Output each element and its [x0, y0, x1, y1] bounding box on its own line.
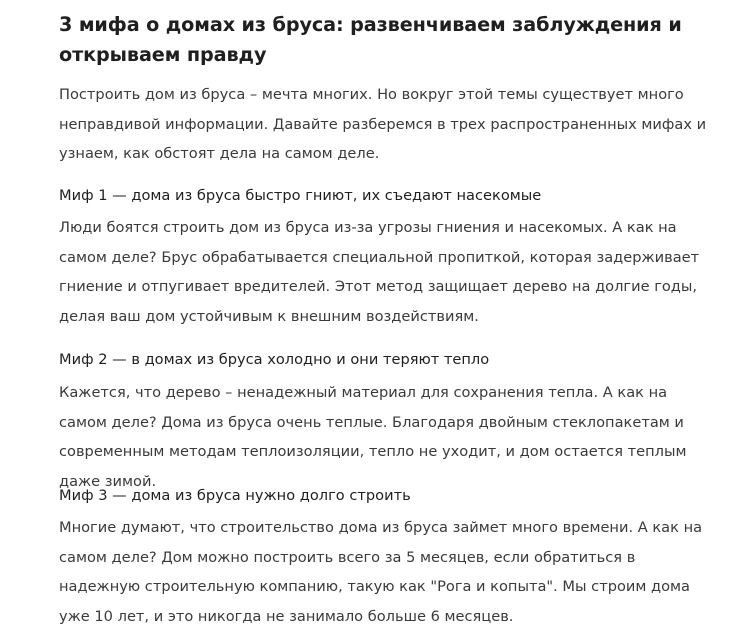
myth-3-text: Многие думают, что строительство дома из бруса займет много времени. А как на самом деле? Дом можно построить всего за 5 месяцев, если обратиться в надежную строительную компанию, такую как "Рога и копыта". Мы строим дома уже 10 лет, и это никогда не занимало больше 6 месяцев. — [59, 519, 703, 625]
myth-3-heading: Миф 3 — дома из бруса нужно долго строить — [59, 487, 411, 504]
myth-1-heading: Миф 1 — дома из бруса быстро гниют, их съедают насекомые — [59, 187, 542, 204]
intro-paragraph: Построить дом из бруса – мечта многих. Но вокруг этой темы существует много неправдивой информации. Давайте разберемся в трех распространенных мифах и узнаем, как обстоят дела на самом деле. — [59, 86, 707, 162]
myth-2-heading: Миф 2 — в домах из бруса холодно и они теряют тепло — [59, 351, 490, 368]
myth-1-text: Люди боятся строить дом из бруса из-за угрозы гниения и насекомых. А как на самом деле? Брус обрабатывается специальной пропиткой, которая задерживает гниение и отпугивает вредителей. Этот метод защищает дерево на долгие годы, делая ваш дом устойчивым к внешним воздействиям. — [59, 219, 700, 325]
article-title: 3 мифа о домах из бруса: развенчиваем заблуждения и открываем правду — [59, 13, 682, 66]
myth-2-text: Кажется, что дерево – ненадежный материал для сохранения тепла. А как на самом деле? Дома из бруса очень теплые. Благодаря двойным стеклопакетам и современным методам теплоизоляции, тепло не уходит, и дом остается теплым даже зимой. — [59, 384, 687, 490]
